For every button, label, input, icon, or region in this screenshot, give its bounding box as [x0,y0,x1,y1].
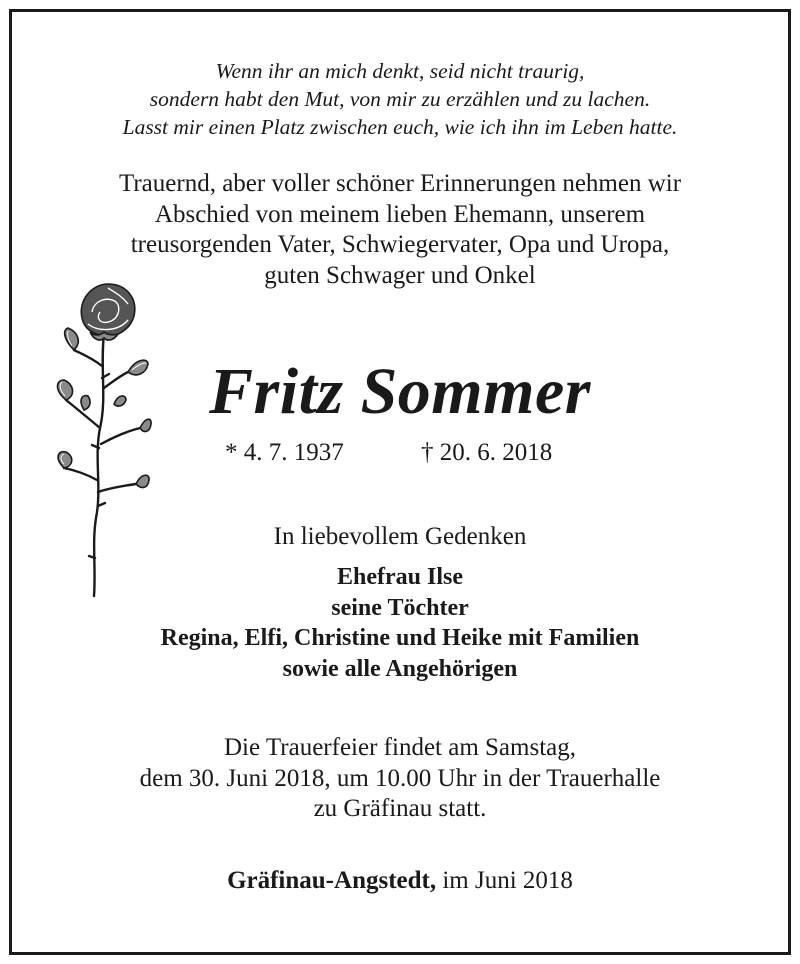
mourner-line: seine Töchter [331,594,469,621]
memory-heading: In liebevollem Gedenken [273,523,527,550]
mourner-line: Ehefrau Ilse [337,564,463,590]
place-name: Gräfinau-Angstedt, [227,867,437,894]
mourner-line: Regina, Elfi, Christine und Heike mit Familien [160,625,640,651]
intro-line: Abschied von meinem lieben Ehemann, unserem [154,200,646,228]
service-line: Die Trauerfeier findet am Samstag, [224,734,576,761]
farewell-intro [0,169,800,291]
service-line: dem 30. Juni 2018, um 10.00 Uhr in der Trauerhalle [139,764,661,792]
closing-date: im Juni 2018 [436,867,573,894]
service-line: zu Gräfinau statt. [313,795,487,822]
place-and-date [0,864,800,898]
intro-line: Trauernd, aber voller schöner Erinnerungen nehmen wir [118,170,682,197]
death-date: † 20. 6. 2018 [421,439,553,466]
poem-line: Wenn ihr an mich denkt, seid nicht traurig, [215,59,585,83]
intro-line: guten Schwager und Onkel [264,261,536,289]
memorial-poem [0,57,800,141]
poem-line: sondern habt den Mut, von mir zu erzählen und zu lachen. [149,87,651,111]
deceased-name: Fritz Sommer [209,355,591,428]
mourner-line: sowie alle Angehörigen [282,655,518,682]
intro-line: treusorgenden Vater, Schwiegervater, Opa und Uropa, [130,231,670,258]
poem-line: Lasst mir einen Platz zwischen euch, wie ich ihn im Leben hatte. [122,115,678,139]
birth-date: * 4. 7. 1937 [225,439,344,466]
mourners-list [0,562,800,684]
funeral-service-info [0,733,800,825]
